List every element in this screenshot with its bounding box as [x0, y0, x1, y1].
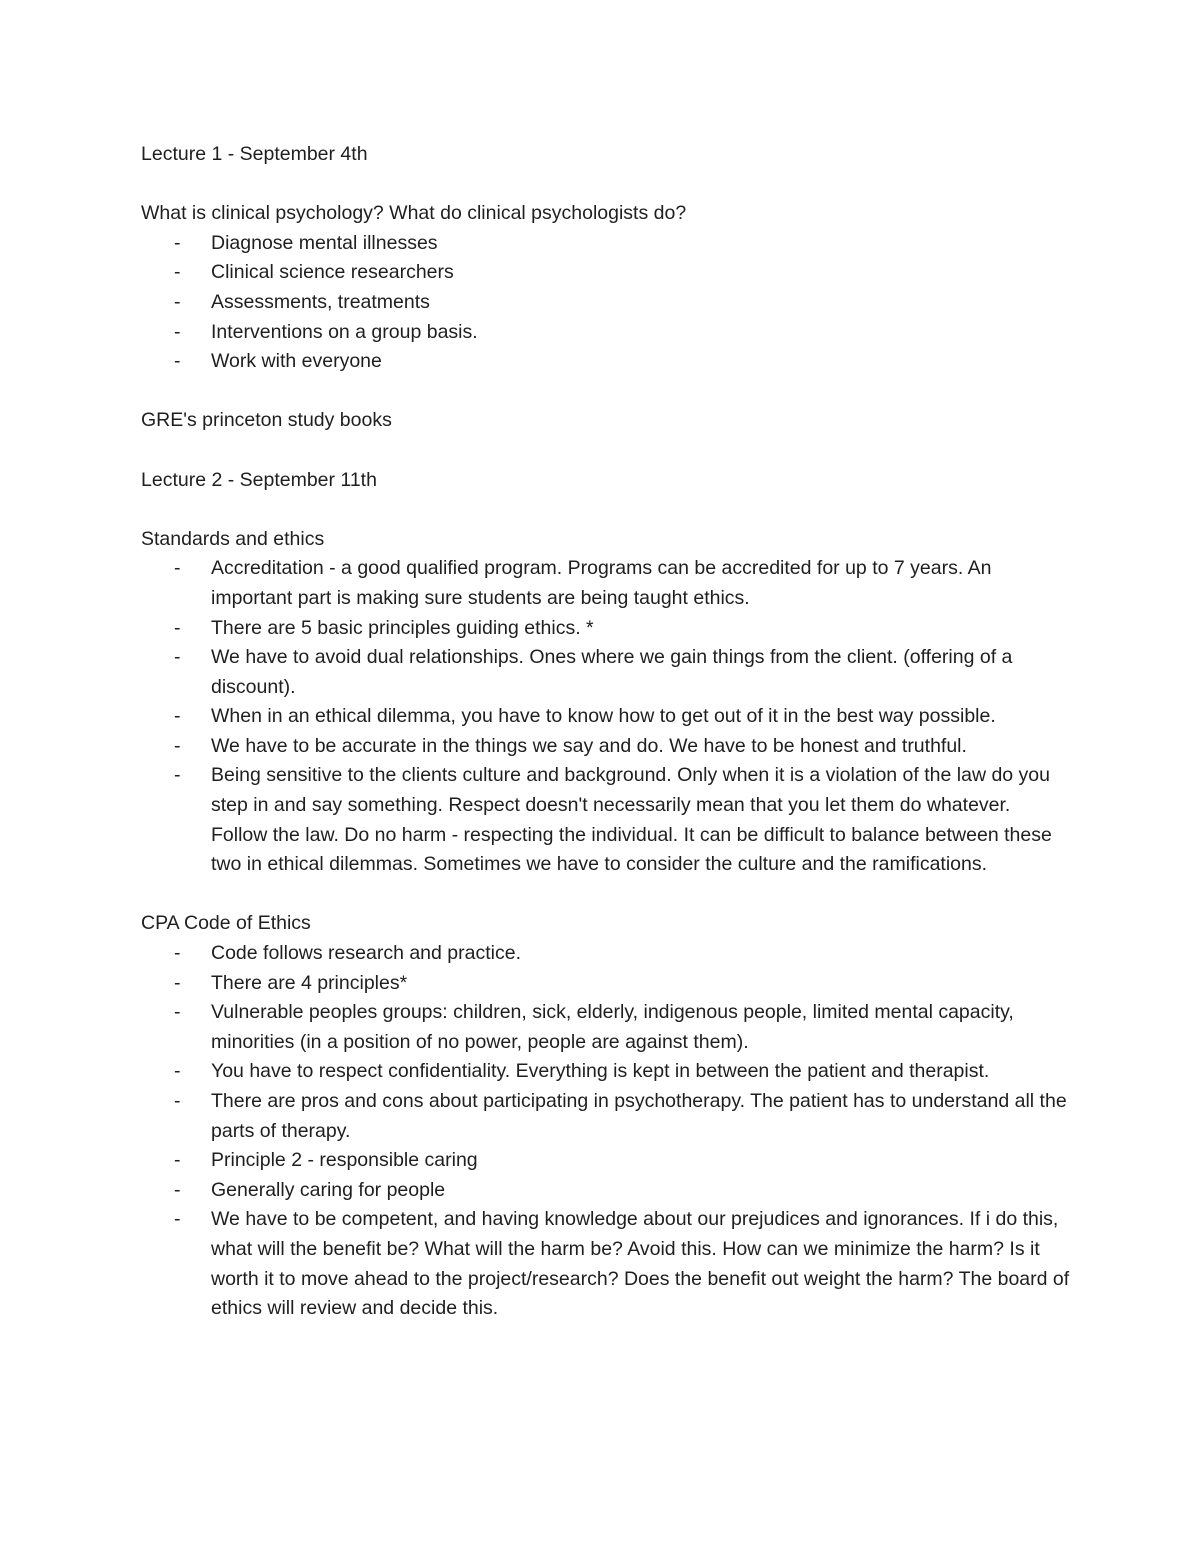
list-item [141, 643, 1071, 702]
dash-marker: - [174, 1149, 181, 1172]
spacer [141, 495, 1071, 525]
cpa-list [141, 939, 1071, 1324]
lecture-1-list [141, 229, 1071, 377]
dash-marker: - [174, 1178, 181, 1201]
list-item [141, 554, 1071, 613]
list-item [141, 702, 1071, 732]
list-item [141, 761, 1071, 879]
list-item-text: When in an ethical dilemma, you have to know how to get out of it in the best way possible. [211, 705, 996, 728]
spacer [141, 436, 1071, 466]
list-item-text: Being sensitive to the clients culture and background. Only when it is a violation of the law do you step in and say something. Respect doesn't necessarily mean that you let them do whatever. Follow the law. Do no harm - respecting the individual. It can be difficult to balance between these two in ethical dilemmas. Sometimes we have to consider the culture and the ramifications. [211, 764, 1052, 876]
list-item [141, 1146, 1071, 1176]
list-item [141, 1087, 1071, 1146]
list-item-text: Principle 2 - responsible caring [211, 1149, 478, 1172]
list-item-text: Work with everyone [211, 350, 382, 373]
dash-marker: - [174, 971, 181, 994]
list-item-text: Assessments, treatments [211, 290, 430, 313]
dash-marker: - [174, 764, 181, 787]
standards-title: Standards and ethics [141, 527, 325, 550]
dash-marker: - [174, 1060, 181, 1083]
list-item [141, 229, 1071, 259]
dash-marker: - [174, 231, 181, 254]
dash-marker: - [174, 734, 181, 757]
list-item [141, 969, 1071, 999]
dash-marker: - [174, 646, 181, 669]
list-item-text: We have to be competent, and having knowledge about our prejudices and ignorances. If i do this, what will the benefit be? What will the harm be? Avoid this. How can we minimize the harm? Is it worth it to move ahead to the project/research? Does the benefit out weight the harm? The board of ethics will review and decide this. [211, 1208, 1070, 1320]
dash-marker: - [174, 557, 181, 580]
cpa-title: CPA Code of Ethics [141, 912, 311, 935]
dash-marker: - [174, 261, 181, 284]
list-item-text: You have to respect confidentiality. Everything is kept in between the patient and therapist. [211, 1060, 990, 1083]
dash-marker: - [174, 705, 181, 728]
list-item [141, 258, 1071, 288]
standards-list [141, 554, 1071, 880]
spacer [141, 170, 1071, 200]
dash-marker: - [174, 1001, 181, 1024]
list-item-text: There are pros and cons about participating in psychotherapy. The patient has to understand all the parts of therapy. [211, 1090, 1067, 1142]
list-item-text: Accreditation - a good qualified program. Programs can be accredited for up to 7 years. An important part is making sure students are being taught ethics. [211, 557, 992, 609]
list-item [141, 732, 1071, 762]
list-item-text: There are 4 principles* [211, 971, 408, 994]
list-item-text: Diagnose mental illnesses [211, 231, 438, 254]
list-item [141, 1057, 1071, 1087]
list-item-text: We have to be accurate in the things we say and do. We have to be honest and truthful. [211, 734, 967, 757]
list-item [141, 1176, 1071, 1206]
list-item [141, 1205, 1071, 1323]
list-item [141, 614, 1071, 644]
list-item [141, 318, 1071, 348]
list-item-text: Clinical science researchers [211, 261, 454, 284]
list-item-text: We have to avoid dual relationships. Ones where we gain things from the client. (offering of a discount). [211, 646, 1013, 698]
list-item [141, 288, 1071, 318]
lecture-1-heading: Lecture 1 - September 4th [141, 143, 368, 165]
document-page [141, 140, 1071, 1324]
dash-marker: - [174, 320, 181, 343]
list-item-text: There are 5 basic principles guiding ethics. * [211, 616, 594, 639]
list-item-text: Interventions on a group basis. [211, 320, 478, 343]
lecture-1-question: What is clinical psychology? What do clinical psychologists do? [141, 202, 687, 225]
lecture-2-heading: Lecture 2 - September 11th [141, 468, 377, 491]
dash-marker: - [174, 942, 181, 965]
list-item [141, 998, 1071, 1057]
dash-marker: - [174, 290, 181, 313]
list-item-text: Vulnerable peoples groups: children, sick, elderly, indigenous people, limited mental capacity, minorities (in a position of no power, people are against them). [211, 1001, 1014, 1053]
dash-marker: - [174, 1208, 181, 1231]
spacer [141, 377, 1071, 407]
dash-marker: - [174, 350, 181, 373]
list-item [141, 347, 1071, 377]
list-item-text: Code follows research and practice. [211, 942, 521, 965]
list-item [141, 939, 1071, 969]
dash-marker: - [174, 616, 181, 639]
list-item-text: Generally caring for people [211, 1178, 446, 1201]
gre-note: GRE's princeton study books [141, 409, 392, 432]
spacer [141, 880, 1071, 910]
dash-marker: - [174, 1090, 181, 1112]
